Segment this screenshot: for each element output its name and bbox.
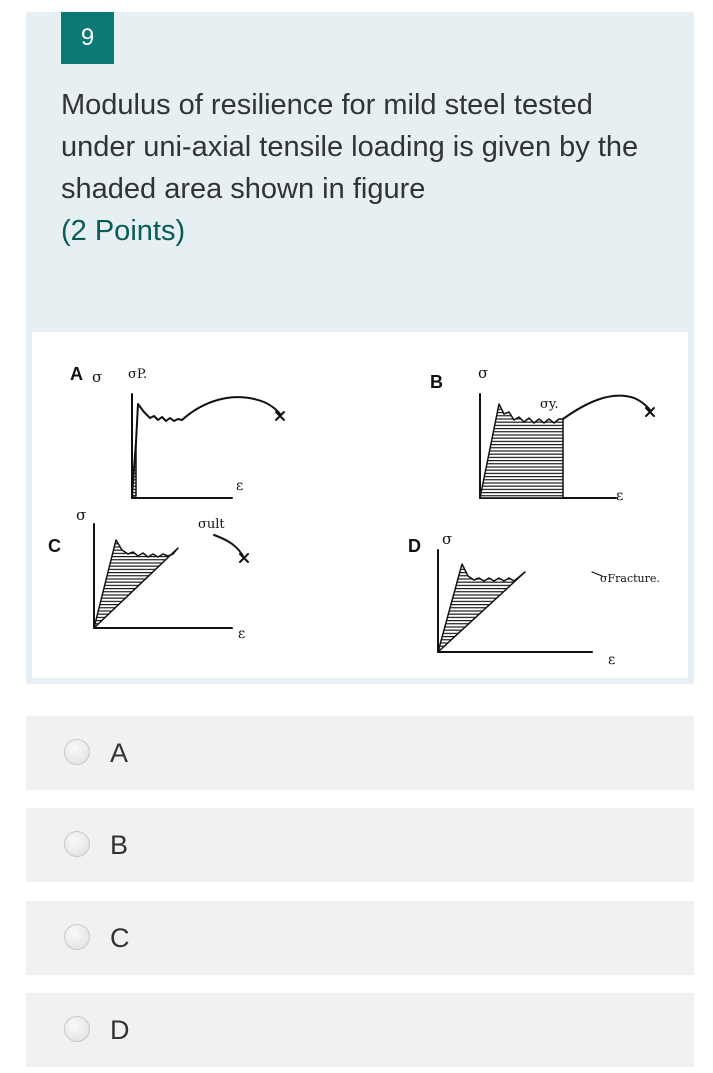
panel-d-sigma: σ bbox=[442, 530, 453, 548]
panel-c-sigma: σ bbox=[76, 506, 87, 524]
panel-d-graph bbox=[438, 550, 602, 652]
panel-a-sigma: σ bbox=[92, 368, 103, 386]
option-a-radio[interactable] bbox=[64, 739, 90, 765]
question-points: (2 Points) bbox=[61, 215, 186, 247]
panel-d-label: σFracture. bbox=[600, 572, 660, 585]
panel-a-label: σP. bbox=[128, 367, 148, 382]
panel-a-letter: A bbox=[70, 364, 83, 384]
panel-b-letter: B bbox=[430, 372, 443, 392]
option-a[interactable] bbox=[26, 716, 694, 790]
option-a-label: A bbox=[110, 738, 129, 768]
option-c-label: C bbox=[110, 923, 130, 953]
panel-b-sigma: σ bbox=[478, 364, 489, 382]
question-text-block bbox=[61, 84, 661, 252]
stress-strain-figure bbox=[32, 332, 688, 678]
question-card bbox=[26, 12, 694, 684]
question-number-badge: 9 bbox=[61, 12, 114, 64]
panel-c-epsilon: ε bbox=[238, 626, 246, 642]
option-d-radio[interactable] bbox=[64, 1016, 90, 1042]
panel-d-epsilon: ε bbox=[608, 652, 616, 668]
panel-b-epsilon: ε bbox=[616, 488, 624, 504]
panel-c-letter: C bbox=[48, 536, 61, 556]
option-c-radio[interactable] bbox=[64, 924, 90, 950]
panel-a-graph bbox=[132, 394, 284, 498]
option-d[interactable] bbox=[26, 993, 694, 1067]
question-figure bbox=[32, 332, 688, 678]
option-b-label: B bbox=[110, 830, 129, 860]
panel-b-label: σy. bbox=[540, 397, 559, 412]
panel-d-letter: D bbox=[408, 536, 421, 556]
option-b[interactable] bbox=[26, 808, 694, 882]
panel-b-graph bbox=[480, 394, 654, 498]
panel-c-label: σult bbox=[198, 517, 225, 532]
panel-a-epsilon: ε bbox=[236, 478, 244, 494]
panel-c-graph bbox=[94, 524, 248, 628]
option-c[interactable] bbox=[26, 901, 694, 975]
option-b-radio[interactable] bbox=[64, 831, 90, 857]
option-d-label: D bbox=[110, 1015, 130, 1045]
question-text: Modulus of resilience for mild steel tested under uni-axial tensile loading is given by the shaded area shown in figure bbox=[61, 89, 639, 205]
